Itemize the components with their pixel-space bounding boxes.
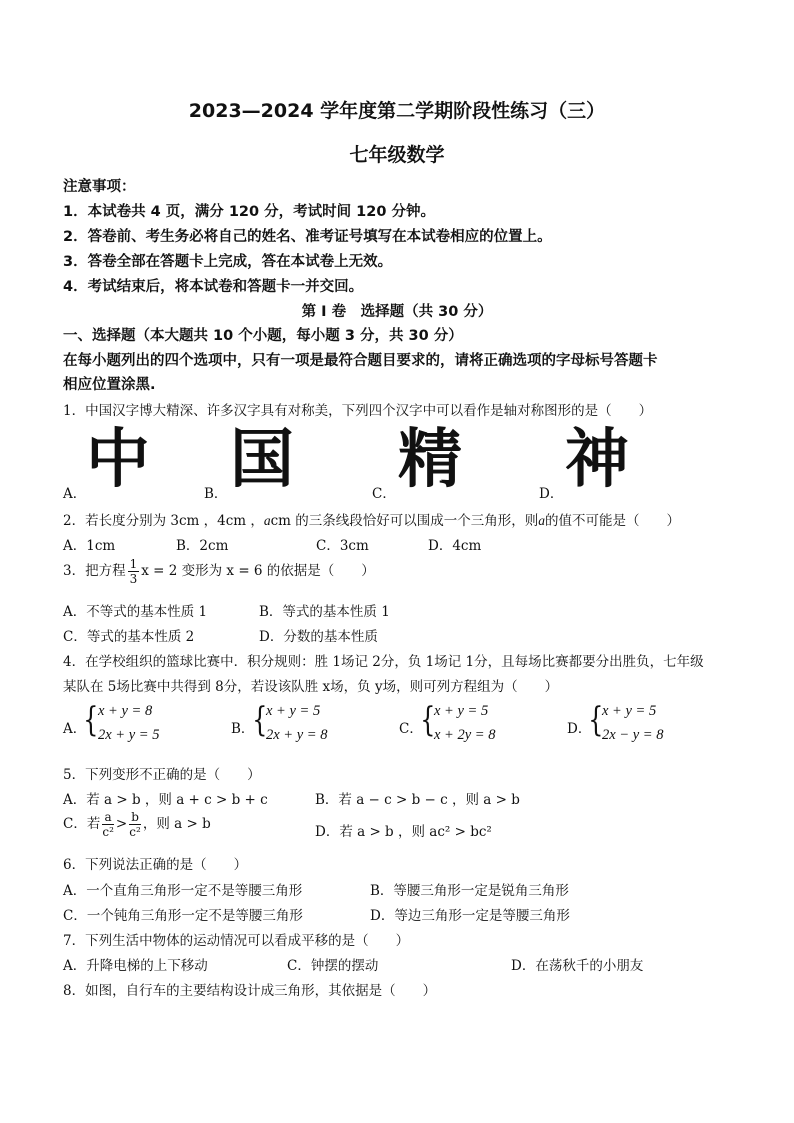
fraction-b-over-c2 [129, 811, 141, 838]
option-b: B．若 a − c > b − c ，则 a > b [315, 792, 520, 808]
brace-icon: { [588, 700, 604, 740]
option-c: C．3cm [316, 538, 369, 554]
q5c-text: C．若 [63, 816, 101, 832]
system-eq: 2x + y = 5 [98, 727, 160, 743]
q2-text: 2．若长度分别为 3cm ，4cm ， [63, 513, 264, 529]
option-a: A．1cm [63, 538, 116, 554]
frac-num: a [102, 811, 114, 825]
question-1-stem: 1．中国汉字博大精深、许多汉字具有对称美，下列四个汉字中可以看作是轴对称图形的是（ ） [63, 403, 653, 419]
option-d: D．4cm [428, 538, 482, 554]
system-eq: x + y = 5 [266, 703, 321, 719]
system-eq: 2x − y = 8 [602, 727, 664, 743]
option-c: C．一个钝角三角形一定不是等腰三角形 [63, 908, 303, 924]
instruction-line: 相应位置涂黑. [63, 377, 156, 393]
system-eq: x + y = 8 [98, 703, 153, 719]
exam-subtitle: 七年级数学 [349, 144, 445, 166]
option-label: A． [63, 721, 87, 737]
question-4-stem-line2: 某队在 5场比赛中共得到 8分，若设该队胜 x场，负 y场，则可列方程组为（ ） [63, 679, 559, 695]
option-label: B． [231, 721, 255, 737]
system-eq: x + y = 5 [602, 703, 657, 719]
option-c [63, 811, 211, 838]
char-guo: 国 [230, 423, 294, 497]
option-c: C．等式的基本性质 2 [63, 629, 195, 645]
fraction-a-over-c2 [102, 811, 114, 838]
option-b: B．等式的基本性质 1 [259, 604, 390, 620]
system-eq: x + y = 5 [434, 703, 489, 719]
notice-item: 4．考试结束后，将本试卷和答题卡一并交回。 [63, 279, 364, 295]
var-a: a [538, 513, 546, 528]
char-shen: 神 [565, 423, 629, 497]
var-a: a [263, 513, 271, 528]
instruction-line: 在每小题列出的四个选项中，只有一项是最符合题目要求的，请将正确选项的字母标号答题卡 [63, 353, 658, 369]
frac-den: c² [102, 825, 114, 839]
question-7-stem: 7．下列生活中物体的运动情况可以看成平移的是（ ） [63, 933, 410, 949]
option-label: C． [372, 486, 396, 502]
char-jing: 精 [398, 423, 462, 497]
brace-icon: { [420, 700, 436, 740]
option-b: B．2cm [176, 538, 229, 554]
option-label: D． [539, 486, 564, 502]
option-label: D． [567, 721, 592, 737]
question-8-stem: 8．如图，自行车的主要结构设计成三角形，其依据是（ ） [63, 983, 437, 999]
q5c-text: ，则 a > b [142, 816, 211, 832]
notice-item: 2．答卷前、考生务必将自己的姓名、准考证号填写在本试卷相应的位置上。 [63, 229, 552, 245]
option-a: A．若 a > b ，则 a + c > b + c [63, 792, 268, 808]
section-title: 第 I 卷 选择题（共 30 分） [301, 304, 493, 320]
option-d: D．分数的基本性质 [259, 629, 378, 645]
gt-sign: > [115, 816, 128, 832]
option-d: D．在荡秋千的小朋友 [511, 958, 644, 974]
option-d: D．等边三角形一定是等腰三角形 [370, 908, 570, 924]
frac-num: 1 [129, 557, 138, 571]
q3-text: x = 2 变形为 x = 6 的依据是（ ） [141, 563, 375, 579]
q3-text: 3．把方程 [63, 563, 126, 579]
option-label: A． [63, 486, 87, 502]
question-3-stem [63, 558, 375, 585]
option-a: A．升降电梯的上下移动 [63, 958, 208, 974]
option-a: A．一个直角三角形一定不是等腰三角形 [63, 883, 303, 899]
frac-den: c² [129, 825, 141, 839]
option-label: B． [204, 486, 228, 502]
option-a: A．不等式的基本性质 1 [63, 604, 208, 620]
char-zhong: 中 [86, 423, 150, 497]
question-6-stem: 6．下列说法正确的是（ ） [63, 857, 248, 873]
option-b: B．等腰三角形一定是锐角三角形 [370, 883, 569, 899]
question-5-stem: 5．下列变形不正确的是（ ） [63, 767, 261, 783]
system-eq: 2x + y = 8 [266, 727, 328, 743]
question-2-stem [63, 509, 680, 529]
option-d: D．若 a > b ，则 ac² > bc² [315, 824, 492, 840]
notice-item: 3．答卷全部在答题卡上完成，答在本试卷上无效。 [63, 254, 393, 270]
brace-icon: { [252, 700, 268, 740]
question-4-stem-line1: 4．在学校组织的篮球比赛中．积分规则：胜 1场记 2分，负 1场记 1分，且每场比赛都要分出胜负，七年级 [63, 654, 704, 670]
option-label: C． [399, 721, 423, 737]
frac-num: b [131, 810, 139, 824]
notice-item: 1．本试卷共 4 页，满分 120 分，考试时间 120 分钟。 [63, 204, 435, 220]
part-heading: 一、选择题（本大题共 10 个小题，每小题 3 分，共 30 分） [63, 328, 463, 344]
system-eq: x + 2y = 8 [434, 727, 496, 743]
fraction-one-third [128, 558, 140, 585]
option-c: C．钟摆的摆动 [287, 958, 379, 974]
frac-den: 3 [129, 572, 138, 586]
q2-text: cm 的三条线段恰好可以围成一个三角形，则 [270, 513, 539, 529]
q2-text: 的值不可能是（ ） [545, 513, 681, 529]
brace-icon: { [83, 700, 99, 740]
exam-title: 2023—2024 学年度第二学期阶段性练习（三） [188, 100, 606, 122]
notice-heading: 注意事项： [63, 179, 136, 195]
